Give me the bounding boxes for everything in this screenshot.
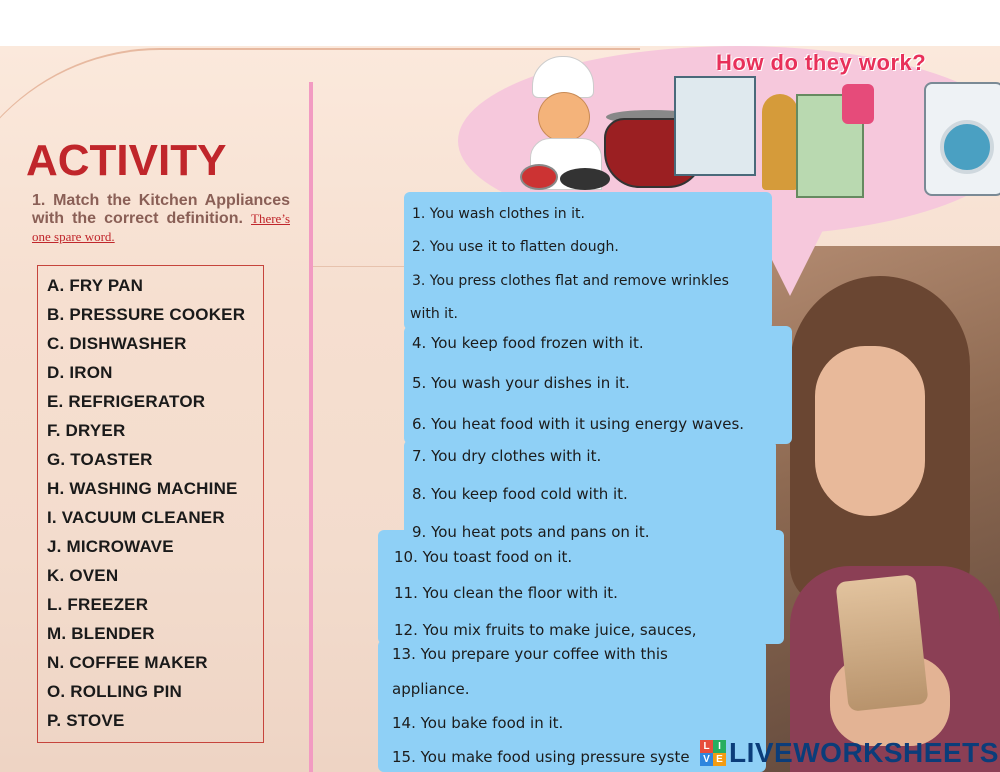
definition-item: 4. You keep food frozen with it.: [412, 334, 644, 352]
definition-item: 13. You prepare your coffee with this: [392, 645, 668, 663]
woman-face: [815, 346, 925, 516]
word-item[interactable]: A. FRY PAN: [47, 276, 144, 295]
liveworksheets-logo-text: LIVEWORKSHEETS: [729, 737, 999, 768]
blender-image: [842, 84, 874, 124]
word-item[interactable]: P. STOVE: [47, 711, 125, 730]
liveworksheets-logo-icon: [700, 740, 726, 766]
definition-item: 6. You heat food with it using energy waves.: [412, 415, 745, 433]
activity-title: ACTIVITY: [26, 136, 227, 185]
word-item[interactable]: D. IRON: [47, 363, 113, 382]
word-bank: [37, 265, 264, 743]
definition-item: 8. You keep food cold with it.: [412, 485, 628, 503]
liveworksheets-logo[interactable]: [700, 736, 999, 770]
activity-instruction: [32, 192, 290, 246]
word-item[interactable]: K. OVEN: [47, 566, 119, 585]
word-item[interactable]: J. MICROWAVE: [47, 537, 174, 556]
ladle-image: [520, 164, 558, 190]
word-item[interactable]: H. WASHING MACHINE: [47, 479, 238, 498]
definition-item: 9. You heat pots and pans on it.: [412, 523, 650, 541]
word-item[interactable]: G. TOASTER: [47, 450, 153, 469]
word-item[interactable]: C. DISHWASHER: [47, 334, 187, 353]
spare-word-note: There’s one spare word.: [32, 211, 290, 244]
word-item[interactable]: F. DRYER: [47, 421, 126, 440]
word-item[interactable]: M. BLENDER: [47, 624, 155, 643]
definition-item: 12. You mix fruits to make juice, sauces,: [394, 621, 697, 639]
vertical-divider: [309, 82, 313, 772]
definition-item: 7. You dry clothes with it.: [412, 447, 602, 465]
instruction-text: 1. Match the Kitchen Appliances with the correct definition.: [32, 192, 290, 227]
logo-letter: E: [713, 753, 726, 766]
definition-item: 1. You wash clothes in it.: [412, 206, 585, 222]
definition-item: with it.: [410, 306, 458, 322]
definition-item: 14. You bake food in it.: [392, 714, 564, 732]
word-item[interactable]: B. PRESSURE COOKER: [47, 305, 246, 324]
logo-letter: V: [700, 753, 713, 766]
definition-item: 3. You press clothes flat and remove wrinkles: [412, 273, 729, 289]
person-image: [762, 94, 798, 190]
chef-face-image: [538, 92, 590, 142]
logo-letter: L: [700, 740, 713, 753]
word-item[interactable]: I. VACUUM CLEANER: [47, 508, 225, 527]
definition-item: 5. You wash your dishes in it.: [412, 374, 630, 392]
word-item[interactable]: O. ROLLING PIN: [47, 682, 183, 701]
word-item[interactable]: E. REFRIGERATOR: [47, 392, 206, 411]
definition-item: appliance.: [392, 680, 470, 698]
washing-machine-door: [940, 120, 994, 174]
definition-item: 15. You make food using pressure syste: [392, 748, 690, 766]
worksheet-page: [0, 46, 1000, 772]
phone-image: [835, 574, 928, 712]
definition-item: 10. You toast food on it.: [394, 548, 573, 566]
definition-item: 11. You clean the floor with it.: [394, 584, 618, 602]
logo-letter: I: [713, 740, 726, 753]
word-item[interactable]: L. FREEZER: [47, 595, 149, 614]
definition-item: 2. You use it to flatten dough.: [412, 239, 619, 255]
dishwasher-image: [674, 76, 756, 176]
bubble-title: How do they work?: [716, 50, 927, 75]
frying-pan-image: [560, 168, 610, 190]
word-item[interactable]: N. COFFEE MAKER: [47, 653, 208, 672]
